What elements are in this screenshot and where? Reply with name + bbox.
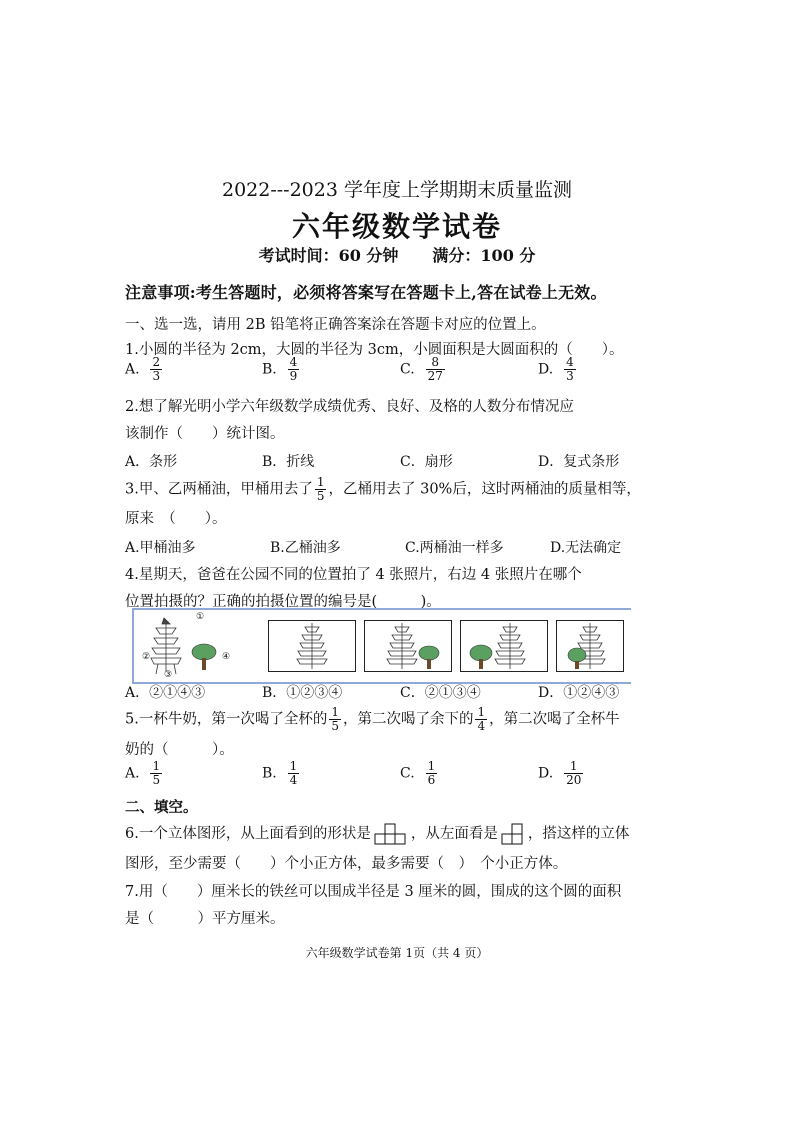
- q4-photo-2: [364, 620, 452, 672]
- q5-option-a: A. $\frac{1}{5}$: [125, 759, 161, 787]
- q3-option-b: B.乙桶油多: [270, 540, 341, 556]
- pagoda-tree-map: [134, 612, 240, 678]
- section1-heading: 一、选一选，请用 2B 铅笔将正确答案涂在答题卡对应的位置上。: [125, 317, 546, 333]
- q3-option-d: D.无法确定: [550, 540, 622, 556]
- q1-option-c: C. $\frac{8}{27}$: [400, 355, 443, 383]
- q4-photo-4: [556, 620, 624, 672]
- q1-option-b: B. $\frac{4}{9}$: [262, 355, 298, 383]
- title-line1: 2022---2023 学年度上学期期末质量监测: [221, 179, 572, 201]
- q6-line2: 图形，至少需要（ ）个小正方体，最多需要（ ） 个小正方体。: [125, 856, 568, 872]
- q1-option-a: A. $\frac{2}{3}$: [125, 355, 161, 383]
- map-label-4: ④: [222, 652, 231, 662]
- q4-photo-1: [268, 620, 356, 672]
- photo-1-pagoda: [269, 621, 355, 671]
- q4-line2: 位置拍摄的？正确的拍摄位置的编号是( )。: [125, 594, 441, 610]
- q2-option-c: C．扇形: [400, 454, 453, 470]
- q3-line1: 3.甲、乙两桶油，甲桶用去了 $\frac{1}{5}$ ，乙桶用去了 30%后，这时两桶油的质量相等，: [125, 475, 641, 503]
- notice: 注意事项:考生答题时，必须将答案写在答题卡上,答在试卷上无效。: [125, 283, 607, 302]
- q7-line2: 是（ ）平方厘米。: [125, 911, 285, 927]
- photo-3-tree-pagoda: [461, 621, 547, 671]
- q5-line1: 5.一杯牛奶，第一次喝了全杯的 $\frac{1}{5}$ ，第二次喝了余下的 $\frac{1}{4}$ ，第二次喝了全杯牛: [125, 705, 620, 733]
- q4-line1: 4.星期天，爸爸在公园不同的位置拍了 4 张照片，右边 4 张照片在哪个: [125, 567, 582, 583]
- q7-line1: 7.用（ ）厘米长的铁丝可以围成半径是 3 厘米的圆，围成的这个圆的面积: [125, 884, 622, 900]
- full-score: 满分：100 分: [432, 246, 536, 265]
- q3-option-c: C.两桶油一样多: [405, 540, 504, 556]
- exam-time: 考试时间：60 分钟: [258, 246, 399, 265]
- q3-option-a: A.甲桶油多: [125, 540, 196, 556]
- top-view-shape-icon: [374, 823, 408, 845]
- q6-line1: 6.一个立体图形，从上面看到的形状是 ，从左面看是 ，搭这样的立体: [125, 822, 685, 845]
- q2-option-a: A．条形: [125, 454, 178, 470]
- q3-fraction: $\frac{1}{5}$: [316, 475, 325, 503]
- q3-line2: 原来 （ ）。: [125, 511, 227, 527]
- q1-text: 1.小圆的半径为 2cm，大圆的半径为 3cm，小圆面积是大圆面积的（ ）。: [125, 342, 624, 358]
- q5-option-c: C. $\frac{1}{6}$: [400, 759, 436, 787]
- section2-heading: 二、填空。: [125, 799, 198, 816]
- q5-option-b: B. $\frac{1}{4}$: [262, 759, 298, 787]
- photo-4-tree-front-pagoda: [557, 621, 623, 671]
- exam-info: [0, 243, 794, 266]
- q2-line1: 2.想了解光明小学六年级数学成绩优秀、良好、及格的人数分布情况应: [125, 399, 574, 415]
- q5-line2: 奶的（ ）。: [125, 742, 234, 758]
- map-label-1: ①: [196, 612, 205, 622]
- q5-fraction-1: $\frac{1}{5}$: [331, 705, 339, 733]
- q1-option-d: D. $\frac{4}{3}$: [538, 355, 574, 383]
- photo-2-pagoda-tree: [365, 621, 451, 671]
- q4-option-d: D．①②④③: [538, 685, 620, 701]
- q2-option-b: B．折线: [262, 454, 315, 470]
- map-label-3: ③: [164, 670, 173, 680]
- q4-option-b: B．①②③④: [262, 685, 343, 701]
- q5-option-d: D. $\frac{1}{20}$: [538, 759, 582, 787]
- left-view-shape-icon: [501, 823, 525, 845]
- q4-map-panel: [134, 612, 240, 678]
- q2-line2: 该制作（ ）统计图。: [125, 426, 285, 442]
- page-footer: 六年级数学试卷第 1页（共 4 页）: [305, 946, 489, 960]
- q4-option-a: A．②①④③: [125, 685, 206, 701]
- title-line2: 六年级数学试卷: [291, 210, 502, 243]
- q4-option-c: C．②①③④: [400, 685, 481, 701]
- q4-photo-3: [460, 620, 548, 672]
- map-label-2: ②: [142, 652, 151, 662]
- q5-fraction-2: $\frac{1}{4}$: [477, 705, 486, 733]
- q2-option-d: D．复式条形: [538, 454, 620, 470]
